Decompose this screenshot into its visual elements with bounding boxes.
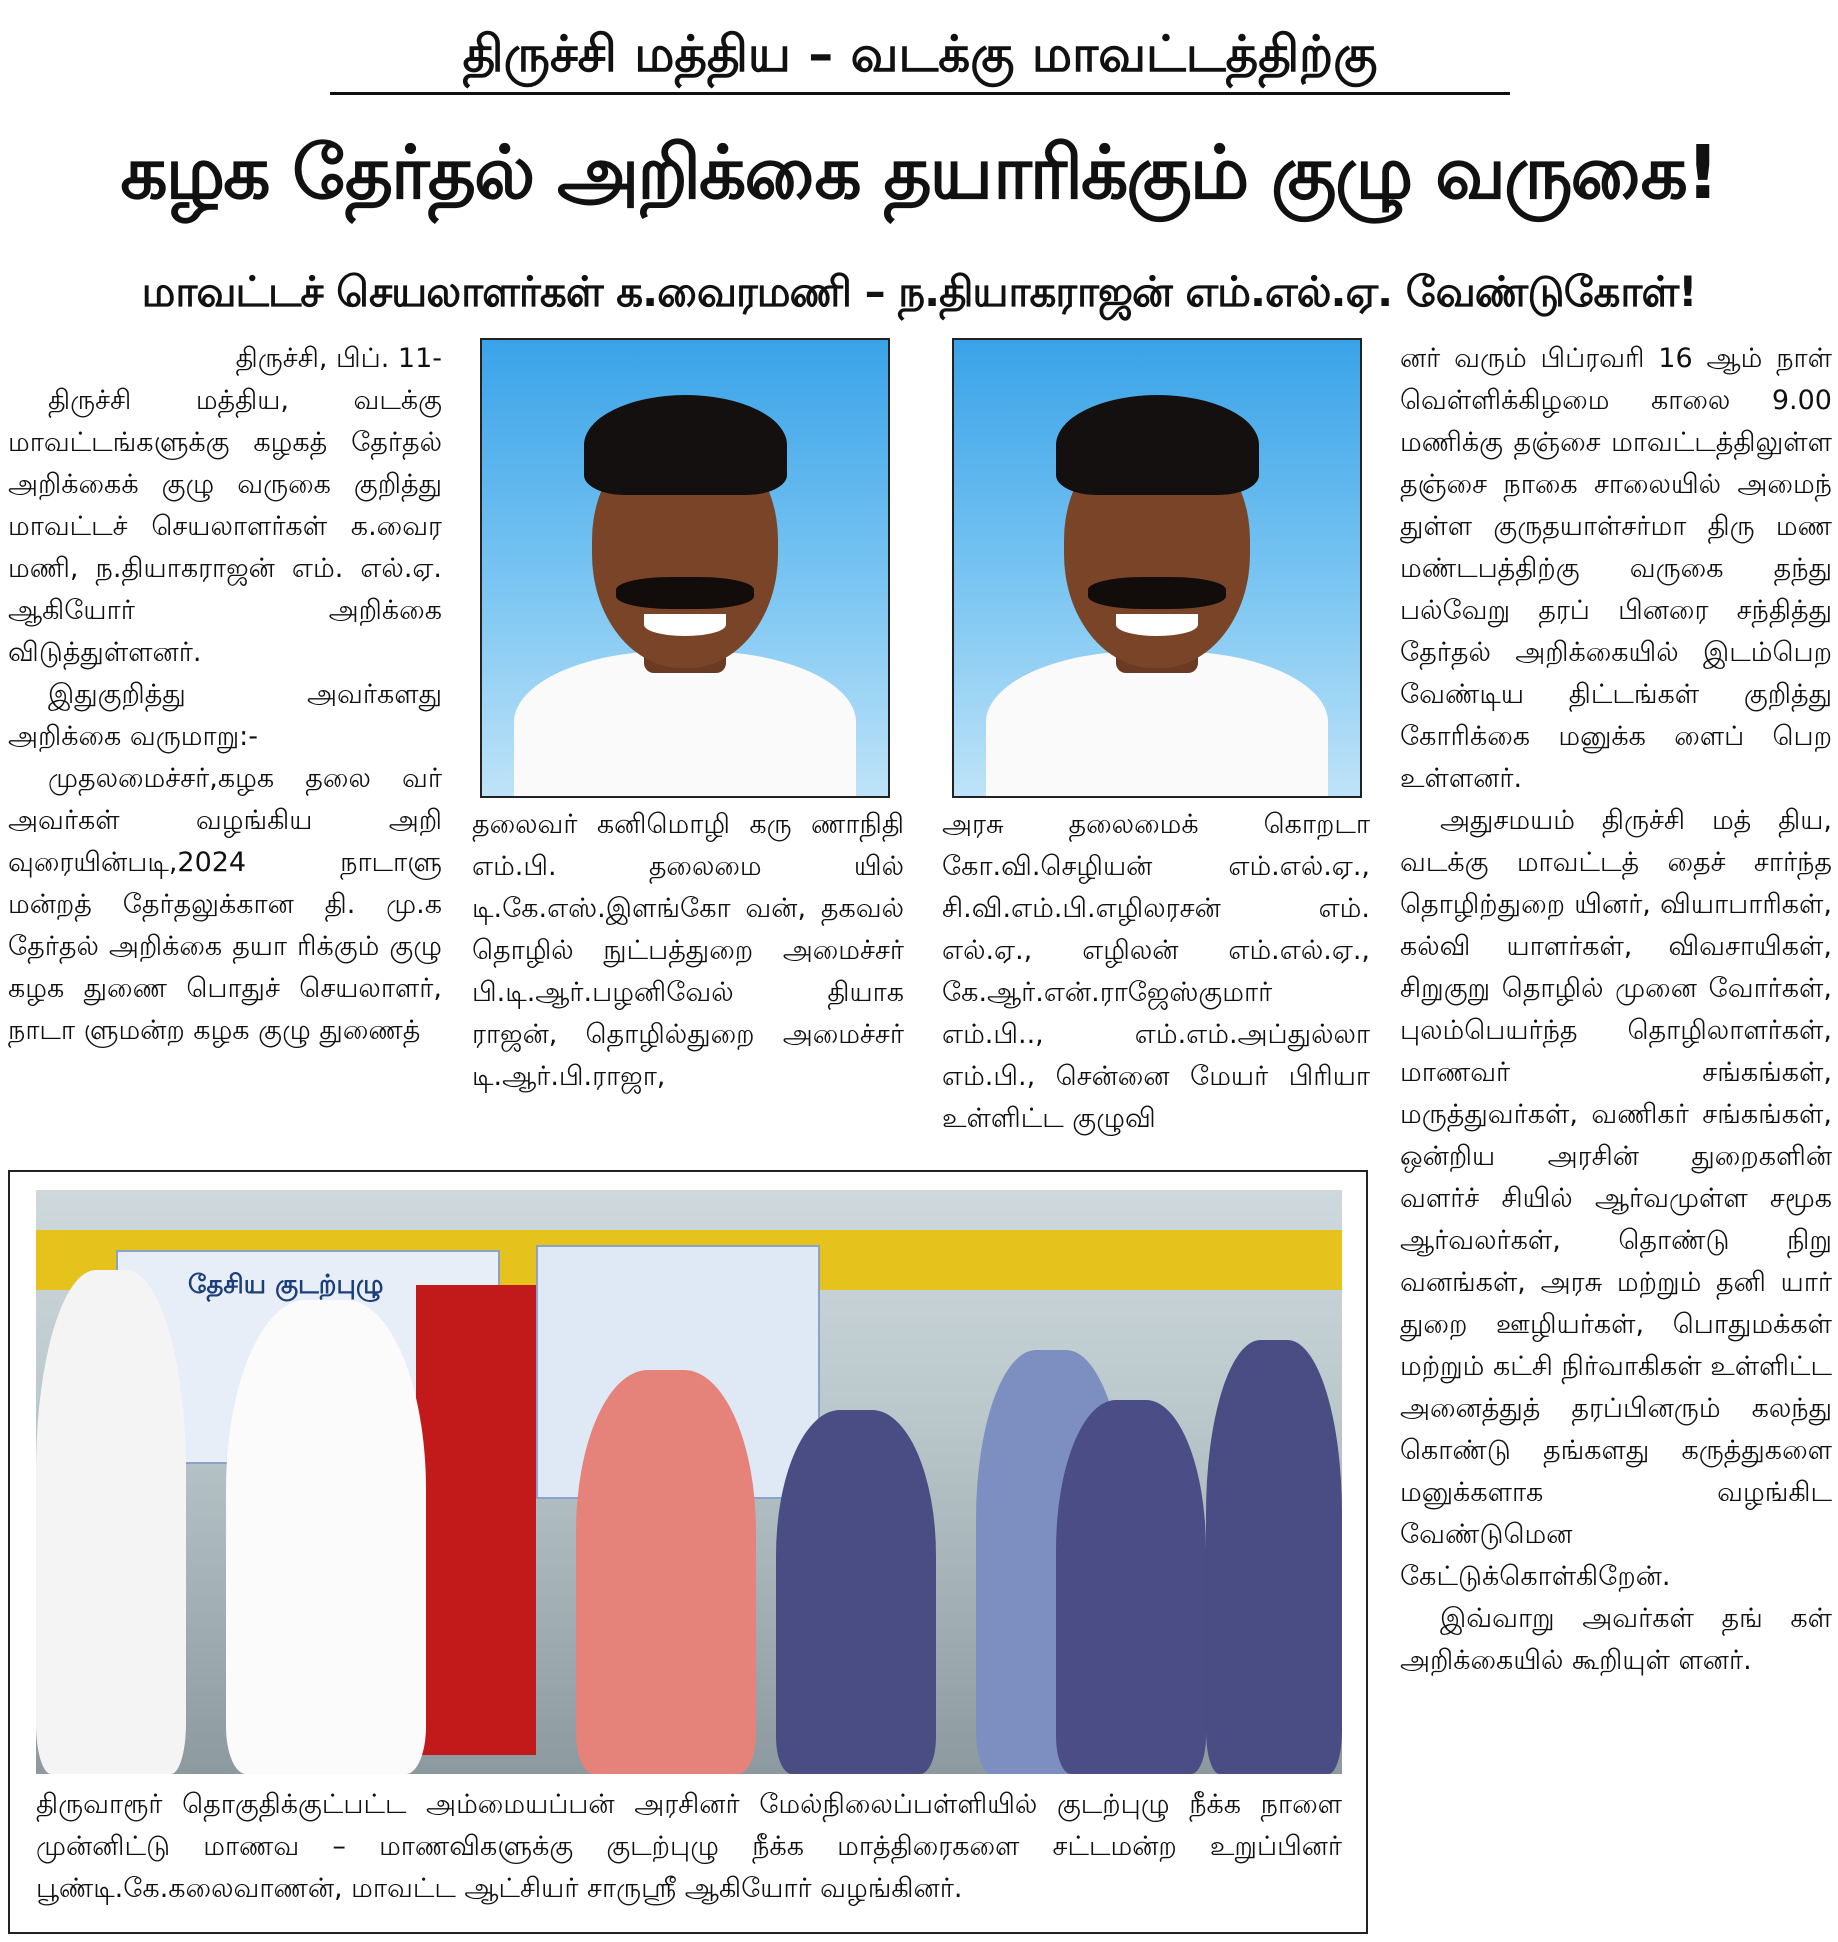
paragraph: னர் வரும் பிப்ரவரி 16 ஆம் நாள் வெள்ளிக்கிழமை காலை 9.00 மணிக்கு தஞ்சை மாவட்டத்திலுள்ள தஞ்சை நாகை சாலையில் அமைந் துள்ள குருதயாள்சர்மா திரு மண மண்டபத்திற்கு வருகை தந்து பல்வேறு தரப் பினரை சந்தித்து தேர்தல் அறிக்கையில் இடம்பெற வேண்டிய திட்டங்கள் குறித்து கோரிக்கை மனுக்க ளைப் பெற உள்ளனர். [1400, 343, 1832, 794]
paragraph: இதுகுறித்து அவர்களது அறிக்கை வருமாறு:- [8, 679, 442, 752]
sub-headline: மாவட்டச் செயலாளர்கள் க.வைரமணி – ந.தியாகராஜன் எம்.எல்.ஏ. வேண்டுகோள்! [141, 267, 1697, 316]
article-column-2 [472, 804, 904, 1156]
paragraph: முதலமைச்சர்,கழக தலை வர் அவர்கள் வழங்கிய அறி வுரையின்படி,2024 நாடாளு மன்றத் தேர்தலுக்கான தி. மு.க தேர்தல் அறிக்கை தயா ரிக்கும் குழு கழக துணை பொதுச் செயலாளர், நாடா ளுமன்ற கழக குழு துணைத் [8, 763, 442, 1046]
paragraph: அதுசமயம் திருச்சி மத் திய, வடக்கு மாவட்டத் தைச் சார்ந்த தொழிற்துறை யினர், வியாபாரிகள், கல்வி யாளர்கள், விவசாயிகள், சிறுகுறு தொழில் முனை வோர்கள், புலம்பெயர்ந்த தொழிலாளர்கள், மாணவர் சங்கங்கள், மருத்துவர்கள், வணிகர் சங்கங்கள், ஒன்றிய அரசின் துறைகளின் வளர்ச் சியில் ஆர்வமுள்ள சமூக ஆர்வலர்கள், தொண்டு நிறு வனங்கள், அரசு மற்றும் தனி யார் துறை ஊழியர்கள், பொதுமக்கள் மற்றும் கட்சி நிர்வாகிகள் உள்ளிட்ட அனைத்துத் தரப்பினரும் கலந்து கொண்டு தங்களது கருத்துகளை மனுக்களாக வழங்கிட வேண்டுமென கேட்டுக்கொள்கிறேன். [1400, 805, 1832, 1592]
paragraph: இவ்வாறு அவர்கள் தங் கள் அறிக்கையில் கூறியுள் ளனர். [1400, 1603, 1832, 1676]
paragraph: திருச்சி மத்திய, வடக்கு மாவட்டங்களுக்கு கழகத் தேர்தல் அறிக்கைக் குழு வருகை குறித்து மாவட்டச் செயலாளர்கள் க.வைர மணி, ந.தியாகராஜன் எம். எல்.ஏ. ஆகியோர் அறிக்கை விடுத்துள்ளனர். [8, 385, 442, 668]
article-column-1 [8, 338, 442, 1158]
article-column-3 [942, 804, 1370, 1156]
paragraph: தலைவர் கனிமொழி கரு ணாநிதி எம்.பி. தலைமை யில் டி.கே.எஸ்.இளங்கோ வன், தகவல் தொழில் நுட்பத்துறை அமைச்சர் பி.டி.ஆர்.பழனிவேல் தியாக ராஜன், தொழில்துறை அமைச்சர் டி.ஆர்.பி.ராஜா, [472, 809, 904, 1092]
portrait-photo-right [952, 338, 1362, 798]
portrait-photo-left [480, 338, 890, 798]
article-column-4 [1400, 338, 1832, 1938]
photo-caption: திருவாரூர் தொகுதிக்குட்பட்ட அம்மையப்பன் அரசினர் மேல்நிலைப்பள்ளியில் குடற்புழு நீக்க நாளை முன்னிட்டு மாணவ – மாணவிகளுக்கு குடற்புழு நீக்க மாத்திரைகளை சட்டமன்ற உறுப்பினர் பூண்டி.கே.கலைவாணன், மாவட்ட ஆட்சியர் சாருஶ்ரீ ஆகியோர் வழங்கினர். [36, 1789, 1342, 1904]
event-photo [36, 1190, 1342, 1774]
main-headline: கழக தேர்தல் அறிக்கை தயாரிக்கும் குழு வருகை! [120, 130, 1718, 216]
paragraph: அரசு தலைமைக் கொறடா கோ.வி.செழியன் எம்.எல்.ஏ., சி.வி.எம்.பி.எழிலரசன் எம். எல்.ஏ., எழிலன் எம்.எல்.ஏ., கே.ஆர்.என்.ராஜேஸ்குமார் எம்.பி.., எம்.எம்.அப்துல்லா எம்.பி., சென்னை மேயர் பிரியா உள்ளிட்ட குழுவி [942, 809, 1370, 1134]
banner-text: தேசிய குடற்புழு [188, 1270, 384, 1300]
event-photo-box [8, 1170, 1368, 1934]
dateline: திருச்சி, பிப். 11- [235, 343, 442, 374]
kicker-heading: திருச்சி மத்திய – வடக்கு மாவட்டத்திற்கு [330, 20, 1510, 95]
